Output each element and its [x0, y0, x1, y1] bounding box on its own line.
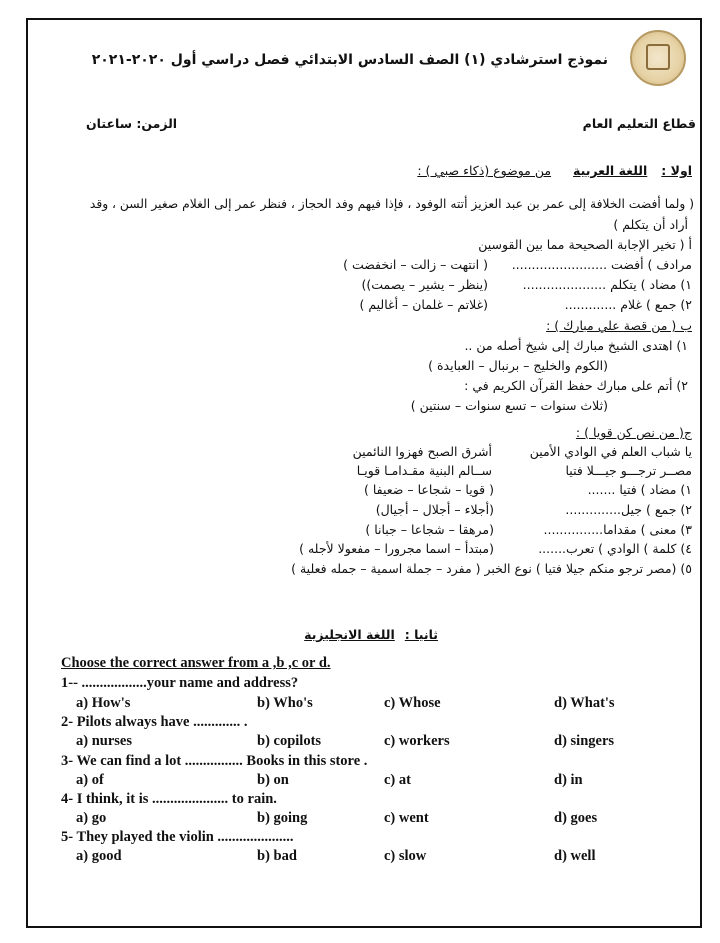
q5-option-a: a) good: [76, 848, 122, 864]
q4-option-c: c) went: [384, 810, 429, 826]
poem-line-1a: يا شباب العلم في الوادي الأمين: [529, 444, 692, 459]
exam-duration: الزمن: ساعتان: [86, 116, 178, 131]
part-b-q2-options: (ثلاث سنوات – تسع سنوات – سنتين ): [410, 398, 608, 413]
ministry-logo-icon: [630, 30, 686, 86]
part-c-q4: ٤) كلمة ) الوادي ) تعرب.......: [538, 541, 692, 556]
question-4: 4- I think, it is ..................... to rain.: [61, 791, 277, 807]
q2-option-a: a) nurses: [76, 733, 132, 749]
q1-option-b: b) Who's: [257, 695, 313, 711]
q4-option-d: d) goes: [554, 810, 598, 826]
q3-option-b: b) on: [257, 772, 289, 788]
poem-line-1b: أشرق الصبح فهزوا النائمين: [352, 444, 492, 459]
q2-option-b: b) copilots: [257, 733, 322, 749]
english-section-heading: [304, 627, 438, 642]
english-section-title: اللغة الانجليزية: [304, 627, 395, 642]
q5-option-c: c) slow: [384, 848, 427, 864]
q4-option-a: a) go: [76, 810, 107, 826]
arabic-section-heading: [417, 163, 692, 178]
q4-option-b: b) going: [257, 810, 308, 826]
part-b-q1-options: (الكوم والخليج – برنبال – العبايدة ): [428, 358, 608, 373]
q3-option-a: a) of: [76, 772, 104, 788]
q5-option-b: b) bad: [257, 848, 297, 864]
passage-line-2: أراد أن يتكلم ): [613, 217, 688, 232]
part-c-q2: ٢) جمع ) جيل..............: [565, 502, 692, 517]
part-a-q3-options: (غلاتم – غلمان – أغاليم ): [359, 297, 488, 312]
arabic-section-number: اولا :: [661, 163, 692, 178]
q5-option-d: d) well: [554, 848, 596, 864]
part-b-q2: ٢) أتم على مبارك حفظ القرآن الكريم في :: [464, 378, 688, 393]
part-a-q1-options: ( انتهت – زالت – انخفضت ): [343, 257, 488, 272]
part-a-q2-options: (ينظر – يشير – يصمت)): [361, 277, 488, 292]
department-label: قطاع التعليم العام: [582, 116, 696, 131]
question-3: 3- We can find a lot ................ Books in this store .: [61, 753, 368, 769]
english-section-number: ثانيا :: [404, 627, 438, 642]
question-2: 2- Pilots always have ............. .: [61, 714, 248, 730]
part-c-title: ج( من نص كن قويا ) :: [575, 425, 692, 440]
exam-sheet: [26, 18, 702, 928]
part-c-q2-options: (أجلاء – أجلال – أجيال): [375, 502, 494, 517]
part-c-q1-options: ( قويا – شجاعا – ضعيفا ): [364, 482, 494, 497]
poem-line-2b: ســالم البنية مقـدامـا قويـا: [356, 463, 492, 478]
q2-option-d: d) singers: [554, 733, 615, 749]
q2-option-c: c) workers: [384, 733, 450, 749]
part-a-q1: مرادف ) أفضت ........................: [511, 257, 692, 272]
part-b-title: ب ( من قصة علي مبارك ) :: [546, 318, 692, 333]
q3-option-c: c) at: [384, 772, 411, 788]
q3-option-d: d) in: [554, 772, 583, 788]
q1-option-c: c) Whose: [384, 695, 441, 711]
question-1: 1-- ..................your name and address?: [61, 675, 299, 691]
question-5: 5- They played the violin .....................: [61, 829, 294, 845]
part-c-q5: ٥) (مصر ترجو منكم جيلا فتيا ) نوع الخبر ( مفرد – جملة اسمية – جمله فعلية ): [291, 561, 692, 576]
part-a-q3: ٢) جمع ) غلام .............: [564, 297, 692, 312]
english-instruction: Choose the correct answer from a ,b ,c or d.: [61, 655, 331, 671]
part-a-title: أ ( تخير الإجابة الصحيحة مما بين القوسين: [478, 237, 692, 252]
arabic-topic: من موضوع (ذكاء صبي ) :: [417, 163, 552, 178]
arabic-section-title: اللغة العربية: [573, 163, 648, 178]
part-a-q2: ١) مضاد ) يتكلم .....................: [522, 277, 692, 292]
q1-option-d: d) What's: [554, 695, 615, 711]
poem-line-2a: مصــر ترجـــو جيـــلا فتيا: [565, 463, 692, 478]
part-c-q3-options: (مرهقا – شجاعا – جبانا ): [365, 522, 494, 537]
q1-option-a: a) How's: [76, 695, 131, 711]
exam-title: نموذج استرشادي (١) الصف السادس الابتدائي فصل دراسي أول ٢٠٢٠-٢٠٢١: [91, 52, 608, 68]
passage-line-1: ( ولما أفضت الخلافة إلى عمر بن عبد العزيز أتته الوفود ، فإذا فيهم وفد الحجاز ، فنظر عمر إلى الغلام صغير السن ، وقد: [89, 197, 694, 211]
part-c-q1: ١) مضاد ) فتيا .......: [587, 482, 692, 497]
part-c-q3: ٣) معنى ) مقداما...............: [543, 522, 692, 537]
part-c-q4-options: (مبتدأ – اسما مجرورا – مفعولا لأجله ): [299, 541, 494, 556]
part-b-q1: ١) اهتدى الشيخ مبارك إلى شيخ أصله من ..: [464, 338, 688, 353]
